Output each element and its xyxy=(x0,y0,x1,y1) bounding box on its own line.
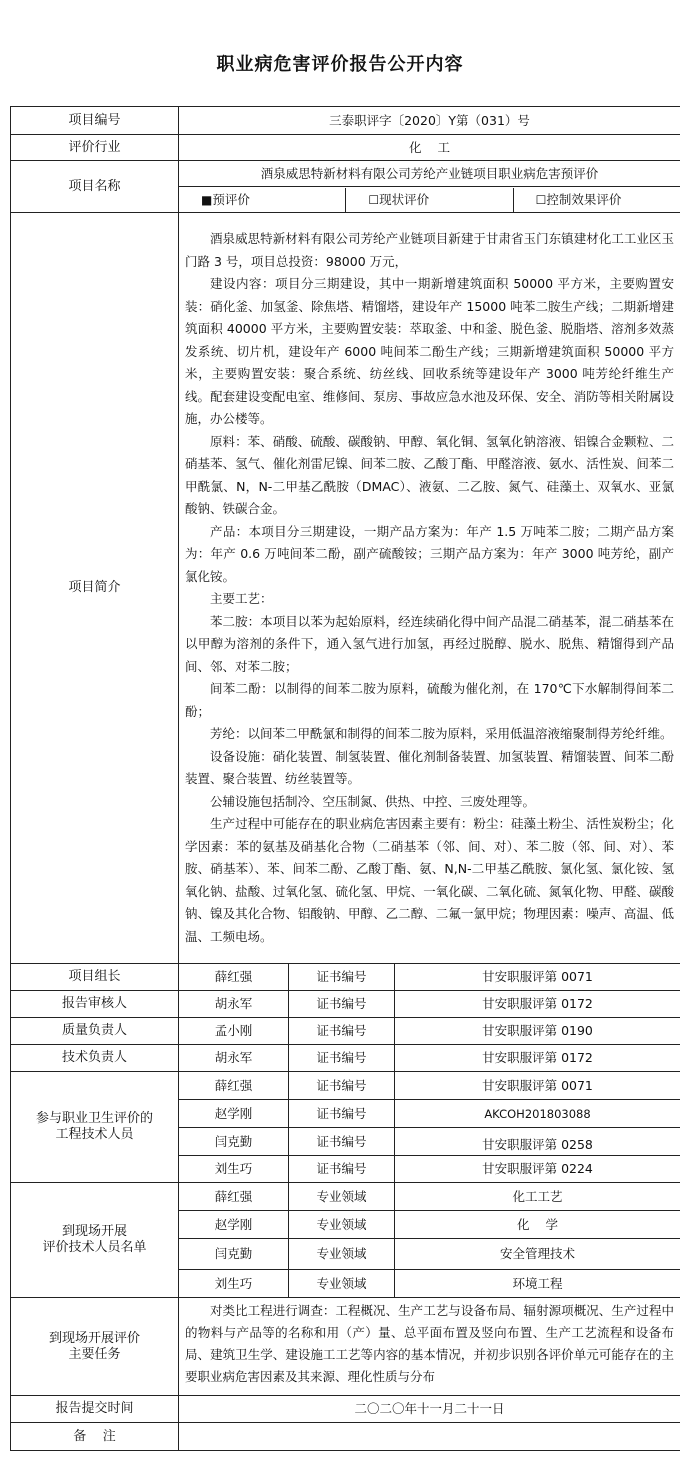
row-summary xyxy=(11,213,680,964)
cert-label: 证书编号 xyxy=(289,1128,395,1156)
person-name: 孟小刚 xyxy=(179,1018,289,1045)
person-name: 闫克勤 xyxy=(179,1239,289,1270)
report-table xyxy=(10,106,680,1451)
cert-number: 甘安职服评第 0172 xyxy=(395,991,680,1018)
cert-label: 证书编号 xyxy=(289,1072,395,1100)
cert-number: 甘安职服评第 0172 xyxy=(395,1045,680,1072)
cert-label: 证书编号 xyxy=(289,1156,395,1183)
engineers-label: 参与职业卫生评价的 工程技术人员 xyxy=(11,1072,179,1183)
row-leader xyxy=(11,964,680,991)
field-label: 专业领域 xyxy=(289,1239,395,1270)
person-name: 胡永军 xyxy=(179,991,289,1018)
row-quality xyxy=(11,1018,680,1045)
industry-value: 化 工 xyxy=(179,135,680,161)
field-value: 安全管理技术 xyxy=(395,1239,680,1270)
cert-number: 甘安职服评第 0190 xyxy=(395,1018,680,1045)
summary-text: 酒泉威思特新材料有限公司芳纶产业链项目新建于甘肃省玉门东镇建材化工工业区玉门路 3 号，项目总投资：98000 万元， 建设内容：项目分三期建设，其中一期新增建筑面积 50000 平方米，主要购置安装：硝化釜、加氢釜、除焦塔、精馏塔，建设年产 15000 吨苯二胺生产线；二期新增建筑面积 40000 平方米，主要购置安装：萃取釜、中和釜、脱色釜、脱脂塔、溶剂多效蒸发系统、切片机，建设年产 6000 吨间苯二酚生产线；三期新增建筑面积 50000 平方米，主要购置安装：聚合系统、纺丝线、回收系统等建设年产 3000 吨芳纶纤维生产线。配套建设变配电室、维修间、泵房、事故应急水池及环保、安全、消防等相关附属设施，办公楼等。 原料：苯、硝酸、硫酸、碳酸钠、甲醇、氧化铜、氢氧化钠溶液、铝镍合金颗粒、二硝基苯、氢气、催化剂雷尼镍、间苯二胺、乙酸丁酯、甲醛溶液、氨水、活性炭、间苯二甲酰氯、N，N-二甲基乙酰胺（DMAC）、液氨、二乙胺、氮气、硅藻土、双氧水、亚氯酸钠、铁碳合金。 产品：本项目分三期建设，一期产品方案为：年产 1.5 万吨苯二胺；二期产品方案为：年产 0.6 万吨间苯二酚，副产硫酸铵；三期产品方案为：年产 3000 吨芳纶，副产氯化铵。 主要工艺： 苯二胺：本项目以苯为起始原料，经连续硝化得中间产品混二硝基苯，混二硝基苯在以甲醇为溶剂的条件下，通入氢气进行加氢，再经过脱醇、脱水、脱焦、精馏得到产品间、邻、对苯二胺； 间苯二酚：以制得的间苯二胺为原料，硫酸为催化剂，在 170℃下水解制得间苯二酚； 芳纶：以间苯二甲酰氯和制得的间苯二胺为原料，采用低温溶液缩聚制得芳纶纤维。 设备设施：硝化装置、制氢装置、催化剂制备装置、加氢装置、精馏装置、间苯二酚装置、聚合装置、纺丝装置等。 公辅设施包括制冷、空压制氮、供热、中控、三废处理等。 生产过程中可能存在的职业病危害因素主要有：粉尘：硅藻土粉尘、活性炭粉尘；化学因素：苯的氨基及硝基化合物（二硝基苯（邻、间、对）、苯二胺（邻、间、对）、苯胺、硝基苯）、苯、间苯二酚、乙酸丁酯、氨、N,N-二甲基乙酰胺、氯化氢、氯化铵、氢氧化钠、盐酸、过氧化氢、硫化氢、甲烷、一氧化碳、二氧化硫、氮氧化物、甲醛、碳酸钠、镍及其化合物、铝酸钠、甲醇、乙二醇、二氟一氯甲烷；物理因素：噪声、高温、低温、工频电场。 xyxy=(179,213,680,964)
row-reviewer xyxy=(11,991,680,1018)
person-name: 胡永军 xyxy=(179,1045,289,1072)
cert-number: AKCOH201803088 xyxy=(395,1100,680,1128)
row-project-no xyxy=(11,107,680,135)
row-technical xyxy=(11,1045,680,1072)
field-label: 专业领域 xyxy=(289,1270,395,1298)
site-staff-label: 到现场开展 评价技术人员名单 xyxy=(11,1183,179,1298)
field-label: 专业领域 xyxy=(289,1211,395,1239)
summary-label: 项目简介 xyxy=(11,213,179,964)
project-no-value: 三泰职评字〔2020〕Y第（031）号 xyxy=(179,107,680,135)
submit-time-value: 二〇二〇年十一月二十一日 xyxy=(179,1396,680,1423)
person-name: 赵学刚 xyxy=(179,1100,289,1128)
row-remarks xyxy=(11,1423,680,1451)
person-name: 薛红强 xyxy=(179,964,289,991)
project-no-label: 项目编号 xyxy=(11,107,179,135)
technical-role-label: 技术负责人 xyxy=(11,1045,179,1072)
site-tasks-text: 对类比工程进行调查：工程概况、生产工艺与设备布局、辐射源项概况、生产过程中的物料与产品等的名称和用（产）量、总平面布置及竖向布置、生产工艺流程和设备布局、建筑卫生学、建设施工工艺等内容的基本情况，并初步识别各评价单元可能存在的主要职业病危害因素及其来源、理化性质与分布 xyxy=(179,1298,680,1396)
row-project-name xyxy=(11,161,680,187)
person-name: 赵学刚 xyxy=(179,1211,289,1239)
project-name-label: 项目名称 xyxy=(11,161,179,213)
industry-label: 评价行业 xyxy=(11,135,179,161)
row-industry xyxy=(11,135,680,161)
checked-box-icon: ■ xyxy=(201,192,213,207)
cert-label: 证书编号 xyxy=(289,964,395,991)
cert-label: 证书编号 xyxy=(289,1045,395,1072)
row-engineer xyxy=(11,1072,680,1100)
person-name: 闫克勤 xyxy=(179,1128,289,1156)
cert-label: 证书编号 xyxy=(289,991,395,1018)
cert-number: 甘安职服评第 0224 xyxy=(395,1156,680,1183)
empty-box-icon: ☐ xyxy=(535,192,547,207)
person-name: 刘生巧 xyxy=(179,1270,289,1298)
quality-role-label: 质量负责人 xyxy=(11,1018,179,1045)
person-name: 薛红强 xyxy=(179,1183,289,1211)
cert-number: 甘安职服评第 0071 xyxy=(395,964,680,991)
remarks-label: 备 注 xyxy=(11,1423,179,1451)
field-label: 专业领域 xyxy=(289,1183,395,1211)
person-name: 刘生巧 xyxy=(179,1156,289,1183)
cert-label: 证书编号 xyxy=(289,1100,395,1128)
submit-time-label: 报告提交时间 xyxy=(11,1396,179,1423)
row-site-tasks xyxy=(11,1298,680,1396)
cert-number: 甘安职服评第 0258 xyxy=(395,1128,680,1156)
field-value: 环境工程 xyxy=(395,1270,680,1298)
cert-label: 证书编号 xyxy=(289,1018,395,1045)
site-tasks-label: 到现场开展评价 主要任务 xyxy=(11,1298,179,1396)
scope-option-control: ☐控制效果评价 xyxy=(513,188,680,212)
scope-option-status: ☐现状评价 xyxy=(345,188,512,212)
reviewer-role-label: 报告审核人 xyxy=(11,991,179,1018)
project-name-value: 酒泉威思特新材料有限公司芳纶产业链项目职业病危害预评价 xyxy=(179,161,680,187)
row-site-staff xyxy=(11,1183,680,1211)
field-value: 化 学 xyxy=(395,1211,680,1239)
empty-box-icon: ☐ xyxy=(368,192,380,207)
page-title: 职业病危害评价报告公开内容 xyxy=(216,54,464,75)
row-submit-time xyxy=(11,1396,680,1423)
remarks-value xyxy=(179,1423,680,1451)
leader-role-label: 项目组长 xyxy=(11,964,179,991)
field-value: 化工工艺 xyxy=(395,1183,680,1211)
person-name: 薛红强 xyxy=(179,1072,289,1100)
cert-number: 甘安职服评第 0071 xyxy=(395,1072,680,1100)
scope-option-pre: ■预评价 xyxy=(201,191,250,207)
scope-options xyxy=(179,187,680,213)
